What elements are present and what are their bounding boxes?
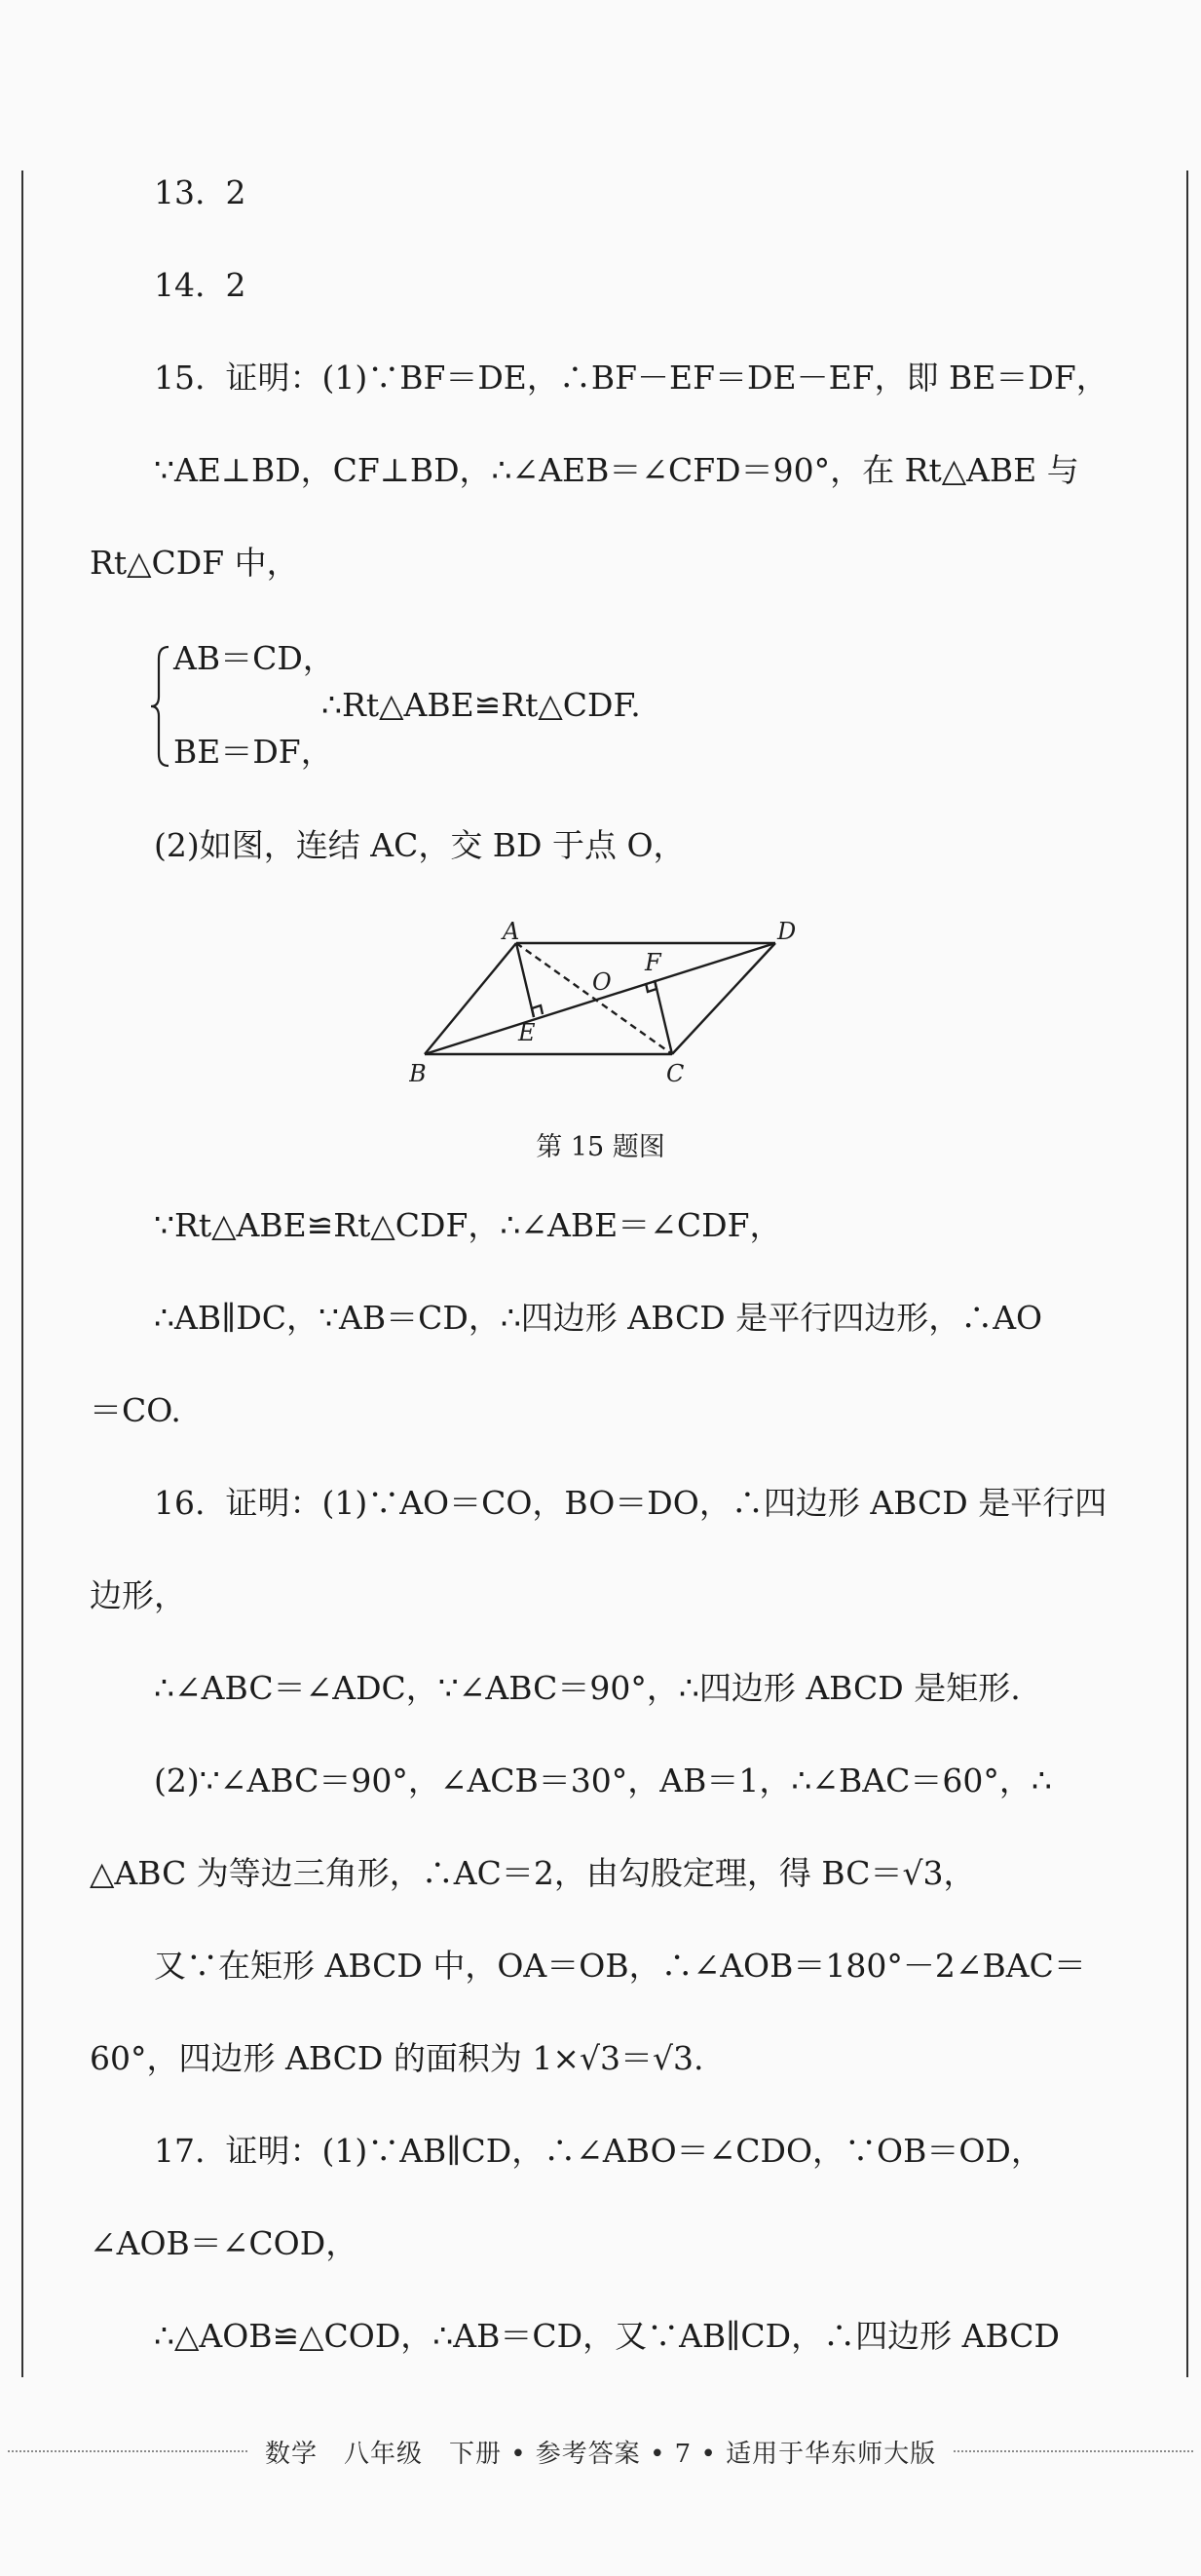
brace-symbol bbox=[149, 643, 172, 770]
segment-cf bbox=[655, 980, 672, 1054]
right-angle-e bbox=[532, 1005, 543, 1017]
footer-dots-right bbox=[954, 2450, 1193, 2452]
answer-15-line-6: ∴AB∥DC，∵AB＝CD，∴四边形 ABCD 是平行四边形，∴AO bbox=[154, 1299, 1043, 1337]
label-b: B bbox=[409, 1060, 427, 1087]
label-c: C bbox=[666, 1060, 685, 1087]
answer-17-line-3: ∴△AOB≌△COD，∴AB＝CD，又∵AB∥CD，∴四边形 ABCD bbox=[154, 2317, 1061, 2355]
footer-text: 数学 八年级 下册 • 参考答案 • 7 • 适用于华东师大版 bbox=[264, 2439, 937, 2469]
brace-conclusion: ∴Rt△ABE≌Rt△CDF. bbox=[321, 686, 641, 724]
answer-16-line-7: 60°，四边形 ABCD 的面积为 1×√3＝√3. bbox=[90, 2039, 704, 2077]
footer-dots-left bbox=[8, 2450, 247, 2452]
edge-ab bbox=[425, 943, 516, 1054]
answer-15-line-2: ∵AE⊥BD，CF⊥BD，∴∠AEB＝∠CFD＝90°，在 Rt△ABE 与 bbox=[154, 451, 1079, 489]
answer-15-part-2: (2)如图，连结 AC，交 BD 于点 O， bbox=[154, 826, 686, 864]
label-e: E bbox=[518, 1019, 536, 1046]
label-a: A bbox=[503, 918, 520, 945]
label-d: D bbox=[777, 918, 797, 945]
right-margin-rule bbox=[1186, 170, 1188, 2377]
answer-15-line-5: ∵Rt△ABE≌Rt△CDF，∴∠ABE＝∠CDF， bbox=[154, 1206, 782, 1244]
answer-16-line-3: ∴∠ABC＝∠ADC，∵∠ABC＝90°，∴四边形 ABCD 是矩形. bbox=[154, 1669, 1021, 1707]
brace-top-condition: AB＝CD， bbox=[173, 639, 335, 677]
answer-16-line-4: (2)∵∠ABC＝90°，∠ACB＝30°，AB＝1，∴∠BAC＝60°，∴ bbox=[154, 1762, 1052, 1799]
label-f: F bbox=[645, 949, 661, 976]
answer-16-line-5: △ABC 为等边三角形，∴AC＝2，由勾股定理，得 BC＝√3， bbox=[90, 1854, 976, 1892]
left-margin-rule bbox=[21, 170, 23, 2377]
answer-17-line-2: ∠AOB＝∠COD， bbox=[90, 2224, 358, 2262]
brace-bottom-condition: BE＝DF， bbox=[173, 733, 333, 771]
segment-ae bbox=[516, 943, 534, 1017]
answer-17-line-1: 17. 证明：(1)∵AB∥CD，∴∠ABO＝∠CDO，∵OB＝OD， bbox=[154, 2132, 1043, 2170]
answer-15-line-3: Rt△CDF 中， bbox=[90, 544, 299, 582]
figure-caption: 第 15 题图 bbox=[536, 1132, 665, 1162]
answer-13: 13. 2 bbox=[154, 173, 246, 211]
answer-14: 14. 2 bbox=[154, 266, 246, 304]
page-footer bbox=[0, 2434, 1201, 2469]
answer-16-line-2: 边形， bbox=[90, 1576, 186, 1614]
label-o: O bbox=[592, 968, 612, 996]
answer-16-line-6: 又∵在矩形 ABCD 中，OA＝OB，∴∠AOB＝180°－2∠BAC＝ bbox=[154, 1947, 1086, 1985]
answer-16-line-1: 16. 证明：(1)∵AO＝CO，BO＝DO，∴四边形 ABCD 是平行四 bbox=[154, 1484, 1107, 1522]
answer-15-line-1: 15. 证明：(1)∵BF＝DE，∴BF－EF＝DE－EF，即 BE＝DF， bbox=[154, 359, 1108, 397]
answer-15-line-7: ＝CO. bbox=[90, 1391, 181, 1429]
parallelogram-figure bbox=[409, 916, 799, 1101]
